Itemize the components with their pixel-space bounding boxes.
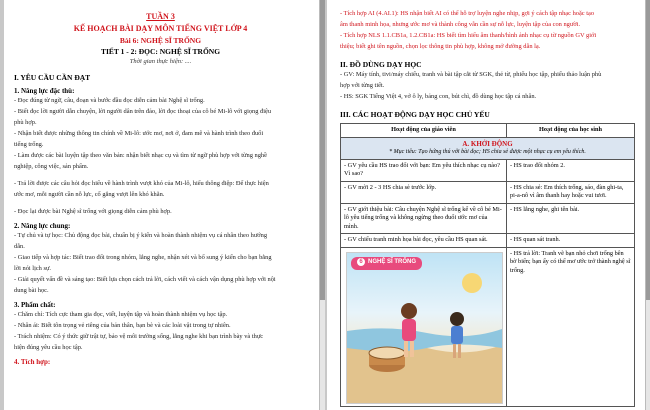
plan-title: KẾ HOẠCH BÀI DẠY MÔN TIẾNG VIỆT LỚP 4 — [73, 24, 248, 33]
text-line: ước mơ, mỗi người cần nỗ lực, cố gắng vượt lên khó khăn. — [14, 191, 165, 198]
text-line: lời nói lịch sự. — [14, 265, 52, 272]
text-line: - GV: Máy tính, tivi/máy chiếu, tranh và bài tập cắt từ SGK, thẻ từ, phiếu học tập, phiếu thảo luận phù — [340, 71, 602, 78]
text-line: dung bài học. — [14, 287, 49, 294]
teacher-cell: - GV yêu cầu HS trao đổi với bạn: Em yêu thích nhạc cụ nào? Vì sao? — [341, 159, 507, 181]
text-line: - Làm được các bài luyện tập theo văn bản: nhận biết nhạc cụ và tìm từ ngữ phù hợp với từng nghề — [14, 152, 267, 159]
section-row — [341, 137, 635, 159]
teacher-cell: - GV chiếu tranh minh họa bài đọc, yêu cầu HS quan sát. — [341, 234, 507, 248]
section-title: A. KHỞI ĐỘNG — [462, 139, 513, 148]
text-line: thiệu; biết ghi tên nguồn, chọn lọc thông tin phù hợp, không mở đường dẫn lạ. — [340, 43, 541, 50]
page-2 — [327, 0, 645, 410]
subheading: 3. Phẩm chất: — [14, 301, 56, 309]
lesson-title: Bài 6: NGHỆ SĨ TRỐNG — [119, 36, 202, 45]
table-row — [341, 247, 635, 406]
text-line: - Đọc đúng từ ngữ, câu, đoạn và bước đầu đọc diễn cảm bài Nghệ sĩ trống. — [14, 97, 205, 104]
student-cell: - HS quan sát tranh. — [507, 234, 635, 248]
period-title: TIẾT 1 - 2: ĐỌC: NGHỆ SĨ TRỐNG — [100, 47, 221, 56]
teacher-cell: - GV giới thiệu bài: Câu chuyện Nghệ sĩ trống kể về cô bé Mi-lô yêu tiếng trống và không ngừng theo đuổi ước mơ của mình. — [341, 203, 507, 234]
text-line: dẫn. — [14, 243, 25, 250]
table-row — [341, 181, 635, 203]
column-header-teacher: Hoạt động của giáo viên — [341, 124, 507, 138]
text-line: - HS: SGK Tiếng Việt 4, vở ô ly, bảng con, bút chì, đồ dùng học tập cá nhân. — [340, 93, 537, 100]
column-header-student: Hoạt động của học sinh — [507, 124, 635, 138]
text-line: - Trách nhiệm: Có ý thức giữ trật tự, bảo vệ môi trường sống, lắng nghe khi bạn trình bày và thực — [14, 333, 264, 340]
student-cell: - HS lắng nghe, ghi tên bài. — [507, 203, 635, 234]
page-1-scrollbar[interactable] — [319, 0, 325, 410]
activity-table — [340, 123, 635, 407]
section-heading: III. CÁC HOẠT ĐỘNG DẠY HỌC CHỦ YẾU — [340, 110, 490, 119]
text-line: - Giải quyết vấn đề và sáng tạo: Biết lựa chọn cách trả lời, cách viết và cách vận dụng phù hợp với nội — [14, 276, 276, 283]
text-line: - Giao tiếp và hợp tác: Biết trao đổi trong nhóm, lắng nghe, nhận xét và bổ sung ý kiến cho bạn bằng — [14, 254, 272, 261]
text-line: - Biết đọc lời người dẫn chuyện, lời người dân trên đảo, lời đọc thoại của cô bé Mi-lô với giọng điệu — [14, 108, 272, 115]
table-row — [341, 159, 635, 181]
text-line: - Nhân ái: Biết tôn trọng vẻ riêng của bản thân, bạn bè và các loài vật trong tự nhiên. — [14, 322, 231, 329]
scroll-thumb[interactable] — [646, 0, 650, 300]
subheading: 2. Năng lực chung: — [14, 222, 71, 230]
text-line: - Tích hợp AI (4.AI.1): HS nhận biết AI có thể hỗ trợ luyện nghe nhịp, gợi ý cách tập nhạc hoặc tạo — [340, 10, 595, 17]
book-header: 6 NGHỆ SĨ TRỐNG — [351, 257, 422, 270]
student-cell: - HS trả lời: Tranh vẽ bạn nhỏ chơi trống bên bờ biển; bạn ấy có thể mơ ước trở thành nghệ sĩ trống. — [507, 247, 635, 406]
text-line: - Trả lời được các câu hỏi đọc hiểu về hành trình vượt khó của Mi-lô, hiểu thông điệp: Để thực hiện — [14, 180, 269, 187]
student-cell: - HS trao đổi nhóm 2. — [507, 159, 635, 181]
text-line: phù hợp. — [14, 119, 37, 126]
subheading: 1. Năng lực đặc thù: — [14, 87, 75, 95]
page-2-scrollbar[interactable] — [645, 0, 650, 410]
subheading: 4. Tích hợp: — [14, 358, 51, 366]
page-1 — [4, 0, 319, 410]
section-heading: II. ĐỒ DÙNG DẠY HỌC — [340, 60, 422, 69]
textbook-illustration — [346, 252, 503, 404]
table-row — [341, 203, 635, 234]
teacher-cell — [341, 247, 507, 406]
student-cell: - HS chia sẻ: Em thích trống, sáo, đàn ghi-ta, pi-a-nô vì âm thanh hay hoặc vui tươi. — [507, 181, 635, 203]
text-line: - Chăm chỉ: Tích cực tham gia đọc, viết, luyện tập và hoàn thành nhiệm vụ học tập. — [14, 311, 228, 318]
week-heading: TUẦN 3 — [146, 12, 175, 21]
text-line: hiện đúng yêu cầu học tập. — [14, 344, 83, 351]
text-line: hợp với từng tiết. — [340, 82, 385, 89]
text-line: - Tích hợp NLS 1.1.CB1a, 1.2.CB1a: HS biết tìm hiểu âm thanh/hình ảnh nhạc cụ từ nguồn GV giới — [340, 32, 597, 39]
beach-drum-illustration — [347, 253, 502, 403]
text-line: - Đọc lại được bài Nghệ sĩ trống với giọng diễn cảm phù hợp. — [14, 208, 172, 215]
section-heading: I. YÊU CẦU CẦN ĐẠT — [14, 73, 91, 82]
text-line: - Nhận biết được những thông tin chính về Mi-lô: ước mơ, nơi ở, đam mê và hành trình theo đuổi — [14, 130, 264, 137]
table-row — [341, 234, 635, 248]
section-goal: * Mục tiêu: Tạo hứng thú với bài đọc; HS chia sẻ được một nhạc cụ em yêu thích. — [389, 149, 586, 155]
scroll-thumb[interactable] — [320, 0, 325, 300]
text-line: - Tự chủ và tự học: Chủ động đọc bài, chuẩn bị ý kiến và hoàn thành nhiệm vụ cá nhân theo hướng — [14, 232, 268, 239]
text-line: nghiệp, công việc, sản phẩm. — [14, 163, 89, 170]
time-line: Thời gian thực hiện: .... — [129, 58, 192, 65]
teacher-cell: - GV mời 2 - 3 HS chia sẻ trước lớp. — [341, 181, 507, 203]
text-line: tiếng trống. — [14, 141, 44, 148]
text-line: âm thanh minh họa, nhưng ước mơ và thành công vẫn cần sự nỗ lực, luyện tập của con người. — [340, 21, 581, 28]
